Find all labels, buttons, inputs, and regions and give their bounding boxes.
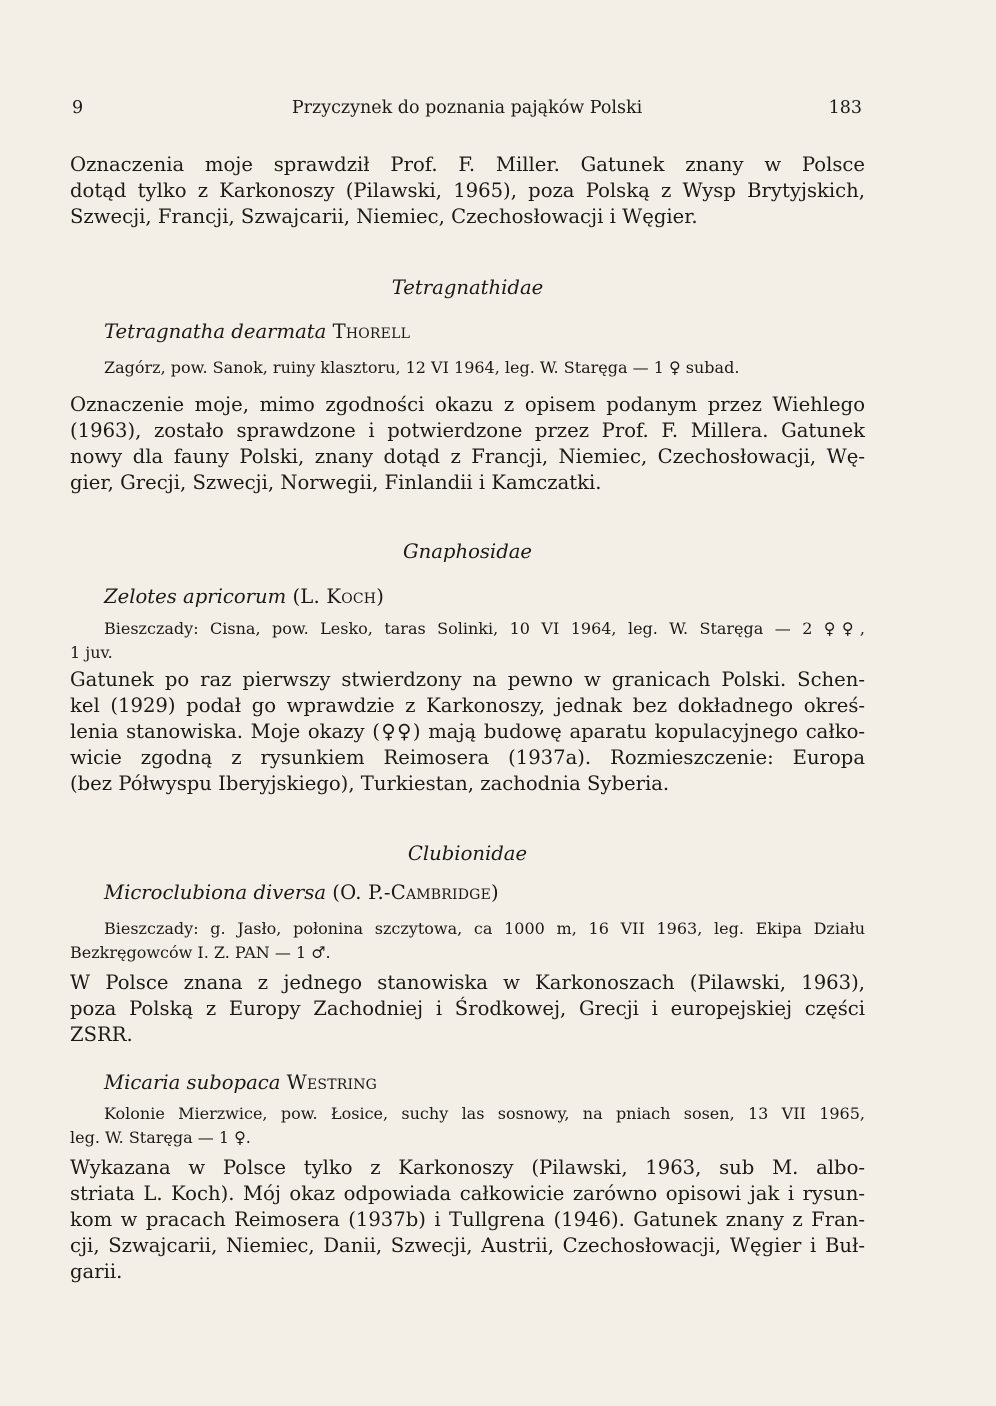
species-heading-4: Micaria subopaca Westring: [104, 1071, 378, 1094]
family-heading-gnaphosidae: Gnaphosidae: [402, 540, 533, 563]
paragraph-3: Gatunek po raz pierwszy stwierdzony na pewno w granicach Polski. Schen- kel (1929) podał go wprawdzie z Karkonoszy, jednak bez dokładnego okreś- lenia stanowiska. Moje okazy (♀♀) mają budowę aparatu kopulacyjnego całko- wicie zgodną z rysunkiem Reimosera (1937a). Rozmieszczenie: Europa (bez Półwyspu Iberyjskiego), Turkiestan, zachodnia Syberia.: [70, 668, 865, 795]
collection-record-1: Zagórz, pow. Sanok, ruiny klasztoru, 12 VI 1964, leg. W. Staręga — 1 ♀ subad.: [104, 358, 740, 377]
paragraph-2: Oznaczenie moje, mimo zgodności okazu z opisem podanym przez Wiehlego (1963), zostało sprawdzone i potwierdzone przez Prof. F. Millera. Gatunek nowy dla fauny Polski, znany dotąd z Francji, Niemiec, Czechosłowacji, Wę- gier, Grecji, Szwecji, Norwegii, Finlandii i Kamczatki.: [70, 393, 865, 494]
issue-number: 9: [72, 98, 84, 118]
species-heading-3: Microclubiona diversa (O. P.-Cambridge): [104, 881, 499, 904]
collection-record-4: Kolonie Mierzwice, pow. Łosice, suchy las sosnowy, na pniach sosen, 13 VII 1965, leg. W. Staręga — 1 ♀.: [70, 1104, 865, 1147]
species-heading-2: Zelotes apricorum (L. Koch): [104, 585, 385, 608]
paragraph-5: Wykazana w Polsce tylko z Karkonoszy (Pilawski, 1963, sub M. albo- striata L. Koch). Mój okaz odpowiada całkowicie zarówno opisowi jak i rysun- kom w pracach Reimosera (1937b) i Tullgrena (1946). Gatunek znany z Fran- cji, Szwajcarii, Niemiec, Danii, Szwecji, Austrii, Czechosłowacji, Węgier i Buł- garii.: [70, 1156, 865, 1283]
family-heading-tetragnathidae: Tetragnathidae: [391, 276, 544, 299]
collection-record-3: Bieszczady: g. Jasło, połonina szczytowa, ca 1000 m, 16 VII 1963, leg. Ekipa Działu Bezkręgowców I. Z. PAN — 1 ♂.: [70, 919, 865, 962]
family-heading-clubionidae: Clubionidae: [407, 842, 528, 865]
species-heading-1: Tetragnatha dearmata Thorell: [104, 320, 411, 343]
paragraph-1: Oznaczenia moje sprawdził Prof. F. Miller. Gatunek znany w Polsce dotąd tylko z Karkonoszy (Pilawski, 1965), poza Polską z Wysp Brytyjskich, Szwecji, Francji, Szwajcarii, Niemiec, Czechosłowacji i Węgier.: [70, 153, 865, 228]
collection-record-2: Bieszczady: Cisna, pow. Lesko, taras Solinki, 10 VI 1964, leg. W. Staręga — 2 ♀♀, 1 juv.: [70, 619, 865, 662]
running-title: Przyczynek do poznania pająków Polski: [291, 98, 643, 118]
running-header: [72, 98, 862, 126]
page-number: 183: [828, 98, 862, 118]
paragraph-4: W Polsce znana z jednego stanowiska w Karkonoszach (Pilawski, 1963), poza Polską z Europy Zachodniej i Środkowej, Grecji i europejskiej części ZSRR.: [70, 971, 865, 1046]
